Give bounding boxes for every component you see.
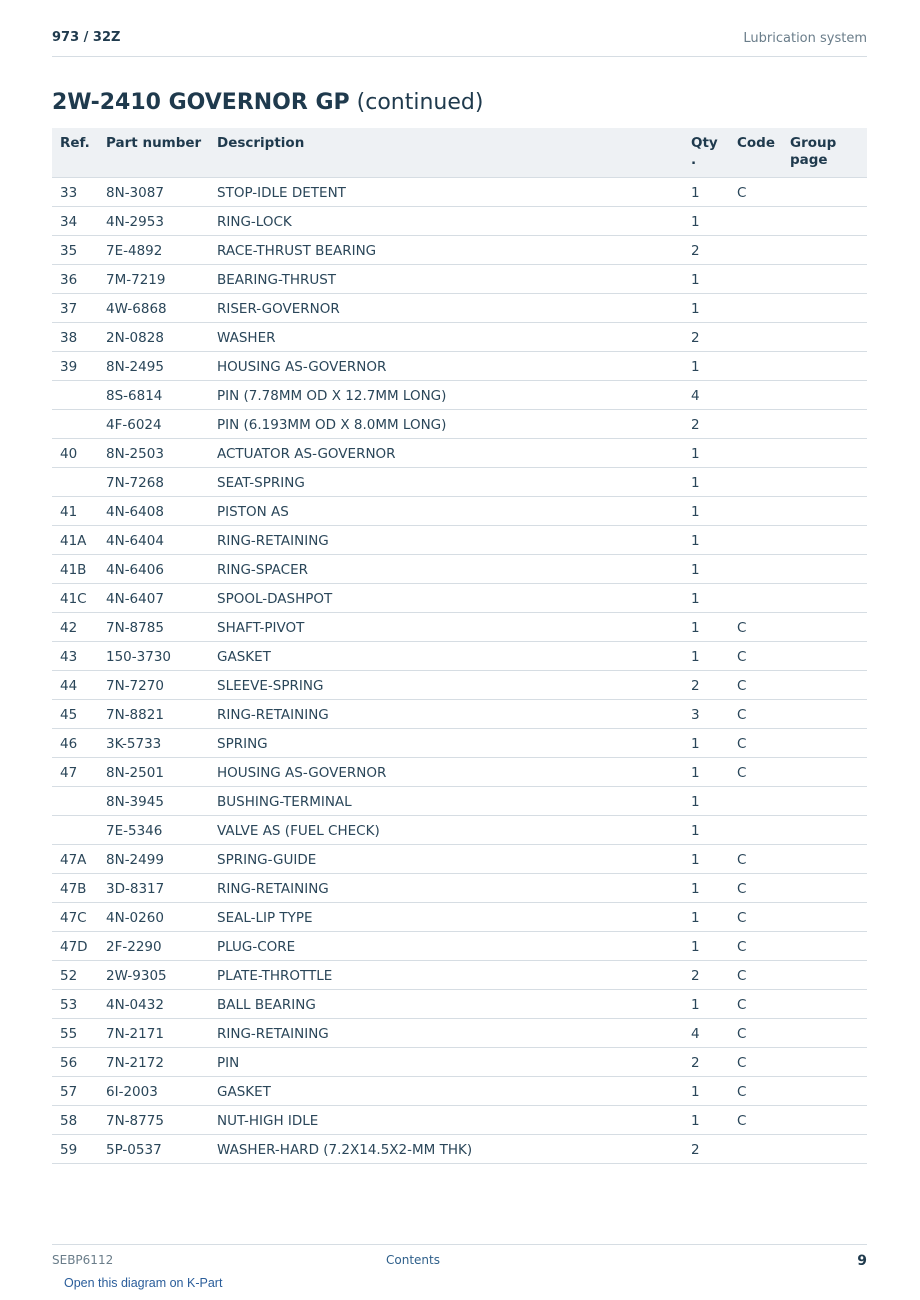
cell-ref: 47C	[60, 910, 87, 926]
cell-part-number: 8N-2501	[106, 765, 164, 781]
cell-ref: 41B	[60, 562, 87, 578]
table-row	[52, 526, 867, 555]
table-row	[52, 352, 867, 381]
cell-description: NUT-HIGH IDLE	[217, 1113, 319, 1129]
cell-code: C	[737, 1113, 747, 1129]
table-row	[52, 613, 867, 642]
cell-code: C	[737, 881, 747, 897]
cell-description: SEAL-LIP TYPE	[217, 910, 313, 926]
table-row	[52, 555, 867, 584]
cell-code: C	[737, 736, 747, 752]
footer-divider	[52, 1244, 867, 1245]
table-row	[52, 497, 867, 526]
table-row	[52, 729, 867, 758]
cell-part-number: 3D-8317	[106, 881, 165, 897]
cell-ref: 44	[60, 678, 78, 694]
table-row	[52, 178, 867, 207]
cell-part-number: 7N-2172	[106, 1055, 164, 1071]
cell-part-number: 7N-8785	[106, 620, 164, 636]
table-row	[52, 671, 867, 700]
cell-description: RING-RETAINING	[217, 533, 329, 549]
cell-qty: 1	[691, 736, 700, 752]
table-row	[52, 903, 867, 932]
cell-ref: 59	[60, 1142, 78, 1158]
cell-qty: 1	[691, 910, 700, 926]
cell-part-number: 5P-0537	[106, 1142, 162, 1158]
cell-code: C	[737, 649, 747, 665]
cell-ref: 36	[60, 272, 78, 288]
cell-description: PIN (7.78MM OD X 12.7MM LONG)	[217, 388, 447, 404]
cell-qty: 1	[691, 823, 700, 839]
cell-code: C	[737, 678, 747, 694]
cell-ref: 45	[60, 707, 78, 723]
cell-qty: 2	[691, 678, 700, 694]
cell-qty: 2	[691, 330, 700, 346]
cell-code: C	[737, 939, 747, 955]
cell-qty: 1	[691, 475, 700, 491]
cell-description: RING-RETAINING	[217, 881, 329, 897]
cell-ref: 47	[60, 765, 78, 781]
cell-qty: 1	[691, 1084, 700, 1100]
column-header-group-page: Group page	[790, 135, 837, 168]
cell-ref: 41A	[60, 533, 87, 549]
cell-description: BALL BEARING	[217, 997, 316, 1013]
cell-ref: 40	[60, 446, 78, 462]
table-row	[52, 990, 867, 1019]
table-row	[52, 1048, 867, 1077]
cell-part-number: 150-3730	[106, 649, 171, 665]
cell-qty: 1	[691, 214, 700, 230]
cell-qty: 3	[691, 707, 700, 723]
cell-qty: 1	[691, 301, 700, 317]
cell-part-number: 4N-0260	[106, 910, 164, 926]
cell-part-number: 4N-6407	[106, 591, 164, 607]
column-header-description: Description	[217, 135, 305, 151]
cell-description: SPOOL-DASHPOT	[217, 591, 333, 607]
cell-code: C	[737, 185, 747, 201]
document-id: SEBP6112	[52, 1253, 114, 1267]
cell-description: ACTUATOR AS-GOVERNOR	[217, 446, 396, 462]
cell-description: RISER-GOVERNOR	[217, 301, 340, 317]
cell-part-number: 8N-3945	[106, 794, 164, 810]
cell-description: SHAFT-PIVOT	[217, 620, 305, 636]
cell-description: PISTON AS	[217, 504, 289, 520]
cell-part-number: 2N-0828	[106, 330, 164, 346]
cell-ref: 43	[60, 649, 78, 665]
cell-ref: 33	[60, 185, 78, 201]
kpart-link[interactable]: Open this diagram on K-Part	[64, 1276, 223, 1290]
cell-qty: 2	[691, 1142, 700, 1158]
cell-code: C	[737, 852, 747, 868]
cell-ref: 52	[60, 968, 78, 984]
cell-part-number: 7N-7268	[106, 475, 164, 491]
cell-code: C	[737, 1084, 747, 1100]
cell-ref: 55	[60, 1026, 78, 1042]
cell-description: RING-SPACER	[217, 562, 308, 578]
table-row	[52, 1077, 867, 1106]
cell-part-number: 4N-2953	[106, 214, 164, 230]
table-row	[52, 700, 867, 729]
table-row	[52, 294, 867, 323]
section-label: Lubrication system	[743, 31, 867, 46]
column-header-part-number: Part number	[106, 135, 202, 151]
cell-ref: 56	[60, 1055, 78, 1071]
cell-part-number: 7E-4892	[106, 243, 163, 259]
cell-description: SPRING	[217, 736, 268, 752]
cell-part-number: 7E-5346	[106, 823, 163, 839]
cell-code: C	[737, 1055, 747, 1071]
cell-ref: 39	[60, 359, 78, 375]
cell-qty: 2	[691, 1055, 700, 1071]
table-row	[52, 816, 867, 845]
cell-qty: 4	[691, 1026, 700, 1042]
cell-qty: 1	[691, 997, 700, 1013]
cell-part-number: 2F-2290	[106, 939, 162, 955]
cell-part-number: 7M-7219	[106, 272, 166, 288]
page-number: 9	[857, 1253, 867, 1269]
cell-part-number: 4N-0432	[106, 997, 164, 1013]
cell-qty: 1	[691, 939, 700, 955]
cell-qty: 1	[691, 272, 700, 288]
table-row	[52, 439, 867, 468]
table-body	[52, 178, 867, 1164]
cell-description: WASHER-HARD (7.2X14.5X2-MM THK)	[217, 1142, 473, 1158]
cell-ref: 41C	[60, 591, 87, 607]
cell-part-number: 8S-6814	[106, 388, 163, 404]
cell-qty: 1	[691, 794, 700, 810]
cell-code: C	[737, 707, 747, 723]
table-row	[52, 961, 867, 990]
cell-qty: 1	[691, 649, 700, 665]
table-row	[52, 1019, 867, 1048]
cell-ref: 53	[60, 997, 78, 1013]
table-row	[52, 410, 867, 439]
cell-code: C	[737, 765, 747, 781]
cell-ref: 41	[60, 504, 78, 520]
cell-ref: 58	[60, 1113, 78, 1129]
cell-qty: 2	[691, 243, 700, 259]
page-title	[52, 90, 483, 115]
table-header	[52, 128, 867, 178]
page-header	[52, 30, 867, 57]
table-row	[52, 468, 867, 497]
cell-description: SLEEVE-SPRING	[217, 678, 324, 694]
table-row	[52, 265, 867, 294]
table-row	[52, 758, 867, 787]
table-row	[52, 584, 867, 613]
cell-ref: 47B	[60, 881, 87, 897]
cell-ref: 46	[60, 736, 78, 752]
cell-qty: 1	[691, 620, 700, 636]
cell-description: STOP-IDLE DETENT	[217, 185, 346, 201]
cell-qty: 1	[691, 504, 700, 520]
cell-ref: 47D	[60, 939, 88, 955]
cell-part-number: 2W-9305	[106, 968, 167, 984]
cell-part-number: 8N-2499	[106, 852, 164, 868]
cell-part-number: 8N-2503	[106, 446, 164, 462]
cell-description: WASHER	[217, 330, 276, 346]
model-label: 973 / 32Z	[52, 30, 121, 45]
cell-description: PLUG-CORE	[217, 939, 296, 955]
table-row	[52, 787, 867, 816]
cell-ref: 35	[60, 243, 78, 259]
table-row	[52, 1106, 867, 1135]
cell-code: C	[737, 997, 747, 1013]
cell-part-number: 7N-8775	[106, 1113, 164, 1129]
cell-description: BUSHING-TERMINAL	[217, 794, 352, 810]
cell-description: RING-RETAINING	[217, 1026, 329, 1042]
table-row	[52, 381, 867, 410]
cell-description: HOUSING AS-GOVERNOR	[217, 765, 387, 781]
cell-ref: 38	[60, 330, 78, 346]
column-header-code: Code	[737, 135, 776, 151]
table-row	[52, 207, 867, 236]
cell-description: BEARING-THRUST	[217, 272, 337, 288]
parts-table	[52, 128, 867, 1164]
table-row	[52, 1135, 867, 1164]
cell-part-number: 4W-6868	[106, 301, 167, 317]
cell-ref: 34	[60, 214, 78, 230]
cell-description: GASKET	[217, 649, 271, 665]
cell-part-number: 7N-8821	[106, 707, 164, 723]
cell-code: C	[737, 1026, 747, 1042]
cell-part-number: 6I-2003	[106, 1084, 158, 1100]
cell-qty: 1	[691, 562, 700, 578]
cell-code: C	[737, 910, 747, 926]
cell-part-number: 7N-2171	[106, 1026, 164, 1042]
title-suffix: (continued)	[349, 90, 484, 115]
cell-qty: 1	[691, 591, 700, 607]
cell-part-number: 4N-6408	[106, 504, 164, 520]
column-header-ref: Ref.	[60, 135, 90, 151]
cell-part-number: 8N-2495	[106, 359, 164, 375]
cell-qty: 1	[691, 852, 700, 868]
cell-part-number: 4N-6406	[106, 562, 164, 578]
cell-description: PLATE-THROTTLE	[217, 968, 333, 984]
cell-ref: 37	[60, 301, 78, 317]
cell-description: PIN (6.193MM OD X 8.0MM LONG)	[217, 417, 447, 433]
cell-qty: 4	[691, 388, 700, 404]
cell-description: PIN	[217, 1055, 240, 1071]
cell-ref: 57	[60, 1084, 78, 1100]
cell-part-number: 8N-3087	[106, 185, 164, 201]
cell-qty: 1	[691, 446, 700, 462]
cell-description: SEAT-SPRING	[217, 475, 305, 491]
group-title: 2W-2410 GOVERNOR GP	[52, 90, 350, 115]
table-row	[52, 236, 867, 265]
cell-qty: 1	[691, 533, 700, 549]
cell-description: GASKET	[217, 1084, 271, 1100]
table-row	[52, 642, 867, 671]
table-row	[52, 323, 867, 352]
cell-description: VALVE AS (FUEL CHECK)	[217, 823, 380, 839]
cell-qty: 1	[691, 1113, 700, 1129]
cell-code: C	[737, 968, 747, 984]
cell-qty: 1	[691, 765, 700, 781]
cell-description: RING-LOCK	[217, 214, 292, 230]
cell-description: HOUSING AS-GOVERNOR	[217, 359, 387, 375]
cell-part-number: 7N-7270	[106, 678, 164, 694]
cell-description: SPRING-GUIDE	[217, 852, 317, 868]
cell-part-number: 4F-6024	[106, 417, 162, 433]
column-header-qty: Qty .	[691, 135, 718, 168]
cell-qty: 2	[691, 968, 700, 984]
cell-qty: 1	[691, 185, 700, 201]
cell-qty: 1	[691, 881, 700, 897]
table-row	[52, 845, 867, 874]
table-row	[52, 874, 867, 903]
cell-description: RACE-THRUST BEARING	[217, 243, 377, 259]
cell-part-number: 3K-5733	[106, 736, 162, 752]
cell-qty: 1	[691, 359, 700, 375]
cell-qty: 2	[691, 417, 700, 433]
cell-ref: 42	[60, 620, 78, 636]
contents-link[interactable]: Contents	[386, 1253, 440, 1267]
cell-description: RING-RETAINING	[217, 707, 329, 723]
cell-part-number: 4N-6404	[106, 533, 164, 549]
cell-code: C	[737, 620, 747, 636]
cell-ref: 47A	[60, 852, 87, 868]
table-row	[52, 932, 867, 961]
